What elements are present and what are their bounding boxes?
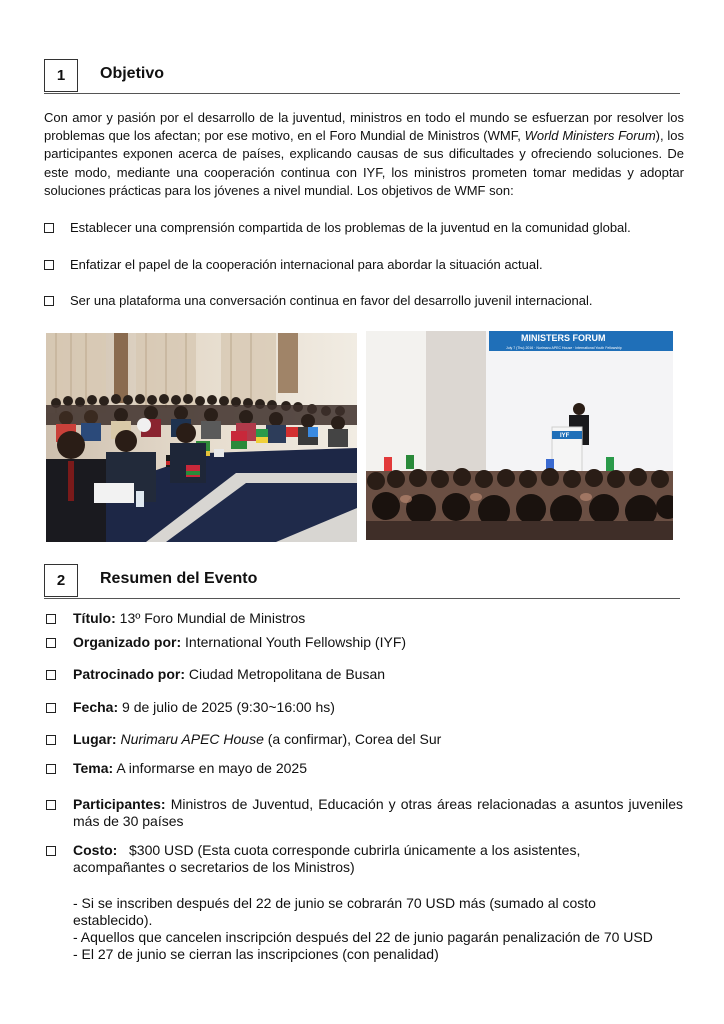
- detail-label: Fecha:: [73, 699, 119, 715]
- checkbox-icon: [44, 296, 54, 306]
- detail-value: $300 USD (Esta cuota corresponde cubrirla únicamente a los asistentes, acompañantes o secretarios de los Ministros): [73, 842, 581, 875]
- checkbox-icon: [46, 800, 56, 810]
- section-number: 1: [44, 59, 78, 92]
- section-number: 2: [44, 564, 78, 597]
- detail-label: Lugar:: [73, 731, 117, 747]
- detail-label: Título:: [73, 610, 116, 626]
- objective-paragraph: Con amor y pasión por el desarrollo de la juventud, ministros en todo el mundo se esfuerzan por resolver los problemas que los afectan; por ese motivo, en el Foro Mundial de Ministros (WMF, World Ministers Forum), los participantes exponen acerca de países, explicando causas de sus dificultades y ofreciendo soluciones. De este modo, mediante una cooperación continua con IYF, los ministros prometen tomar medidas y adoptar soluciones prácticas para los jóvenes a nivel mundial. Los objetivos de WMF son:: [44, 110, 684, 198]
- detail-value: A informarse en mayo de 2025: [116, 760, 307, 776]
- checkbox-icon: [44, 223, 54, 233]
- objective-text: Enfatizar el papel de la cooperación internacional para abordar la situación actual.: [70, 257, 543, 272]
- banner-subtitle: July 7 (Thu) 2016 · Nurimaru APEC House · International Youth Fellowship: [506, 346, 622, 350]
- section-1-header: [44, 59, 680, 94]
- checkbox-icon: [46, 670, 56, 680]
- checkbox-icon: [46, 846, 56, 856]
- detail-label: Costo:: [73, 842, 118, 858]
- checkbox-icon: [46, 614, 56, 624]
- objective-text: Establecer una comprensión compartida de los problemas de la juventud en la comunidad global.: [70, 220, 631, 235]
- detail-value: 9 de julio de 2025 (9:30~16:00 hs): [122, 699, 335, 715]
- conference-photo: [46, 333, 357, 542]
- podium-label: IYF: [560, 433, 570, 439]
- objective-text: Ser una plataforma una conversación continua en favor del desarrollo juvenil internacional.: [70, 293, 593, 308]
- checkbox-icon: [46, 764, 56, 774]
- detail-value: International Youth Fellowship (IYF): [185, 634, 407, 650]
- detail-value: Ministros de Juventud, Educación y otras áreas relacionadas a asuntos juveniles más de 30 países: [73, 796, 684, 829]
- cost-note: - Si se inscriben después del 22 de junio se cobrarán 70 USD más (sumado al costo establecido).: [73, 895, 596, 928]
- detail-label: Tema:: [73, 760, 114, 776]
- section-title: Objetivo: [100, 65, 165, 82]
- detail-value: (a confirmar), Corea del Sur: [263, 731, 442, 747]
- detail-value: Ciudad Metropolitana de Busan: [188, 666, 386, 682]
- detail-label: Participantes:: [73, 796, 166, 812]
- detail-value: 13º Foro Mundial de Ministros: [119, 610, 306, 626]
- cost-notes: [73, 895, 693, 963]
- checkbox-icon: [46, 703, 56, 713]
- checkbox-icon: [46, 735, 56, 745]
- cost-note: - Aquellos que cancelen inscripción después del 22 de junio pagarán penalización de 70 USD: [73, 929, 653, 945]
- section-2-header: [44, 564, 680, 599]
- detail-label: Organizado por:: [73, 634, 182, 650]
- speaker-photo: [366, 331, 673, 540]
- checkbox-icon: [44, 260, 54, 270]
- cost-note: - El 27 de junio se cierran las inscripciones (con penalidad): [73, 946, 439, 962]
- section-title: Resumen del Evento: [100, 570, 258, 587]
- banner-title: MINISTERS FORUM: [521, 333, 606, 343]
- detail-label: Patrocinado por:: [73, 666, 186, 682]
- checkbox-icon: [46, 638, 56, 648]
- detail-value: Nurimaru APEC House: [120, 731, 264, 747]
